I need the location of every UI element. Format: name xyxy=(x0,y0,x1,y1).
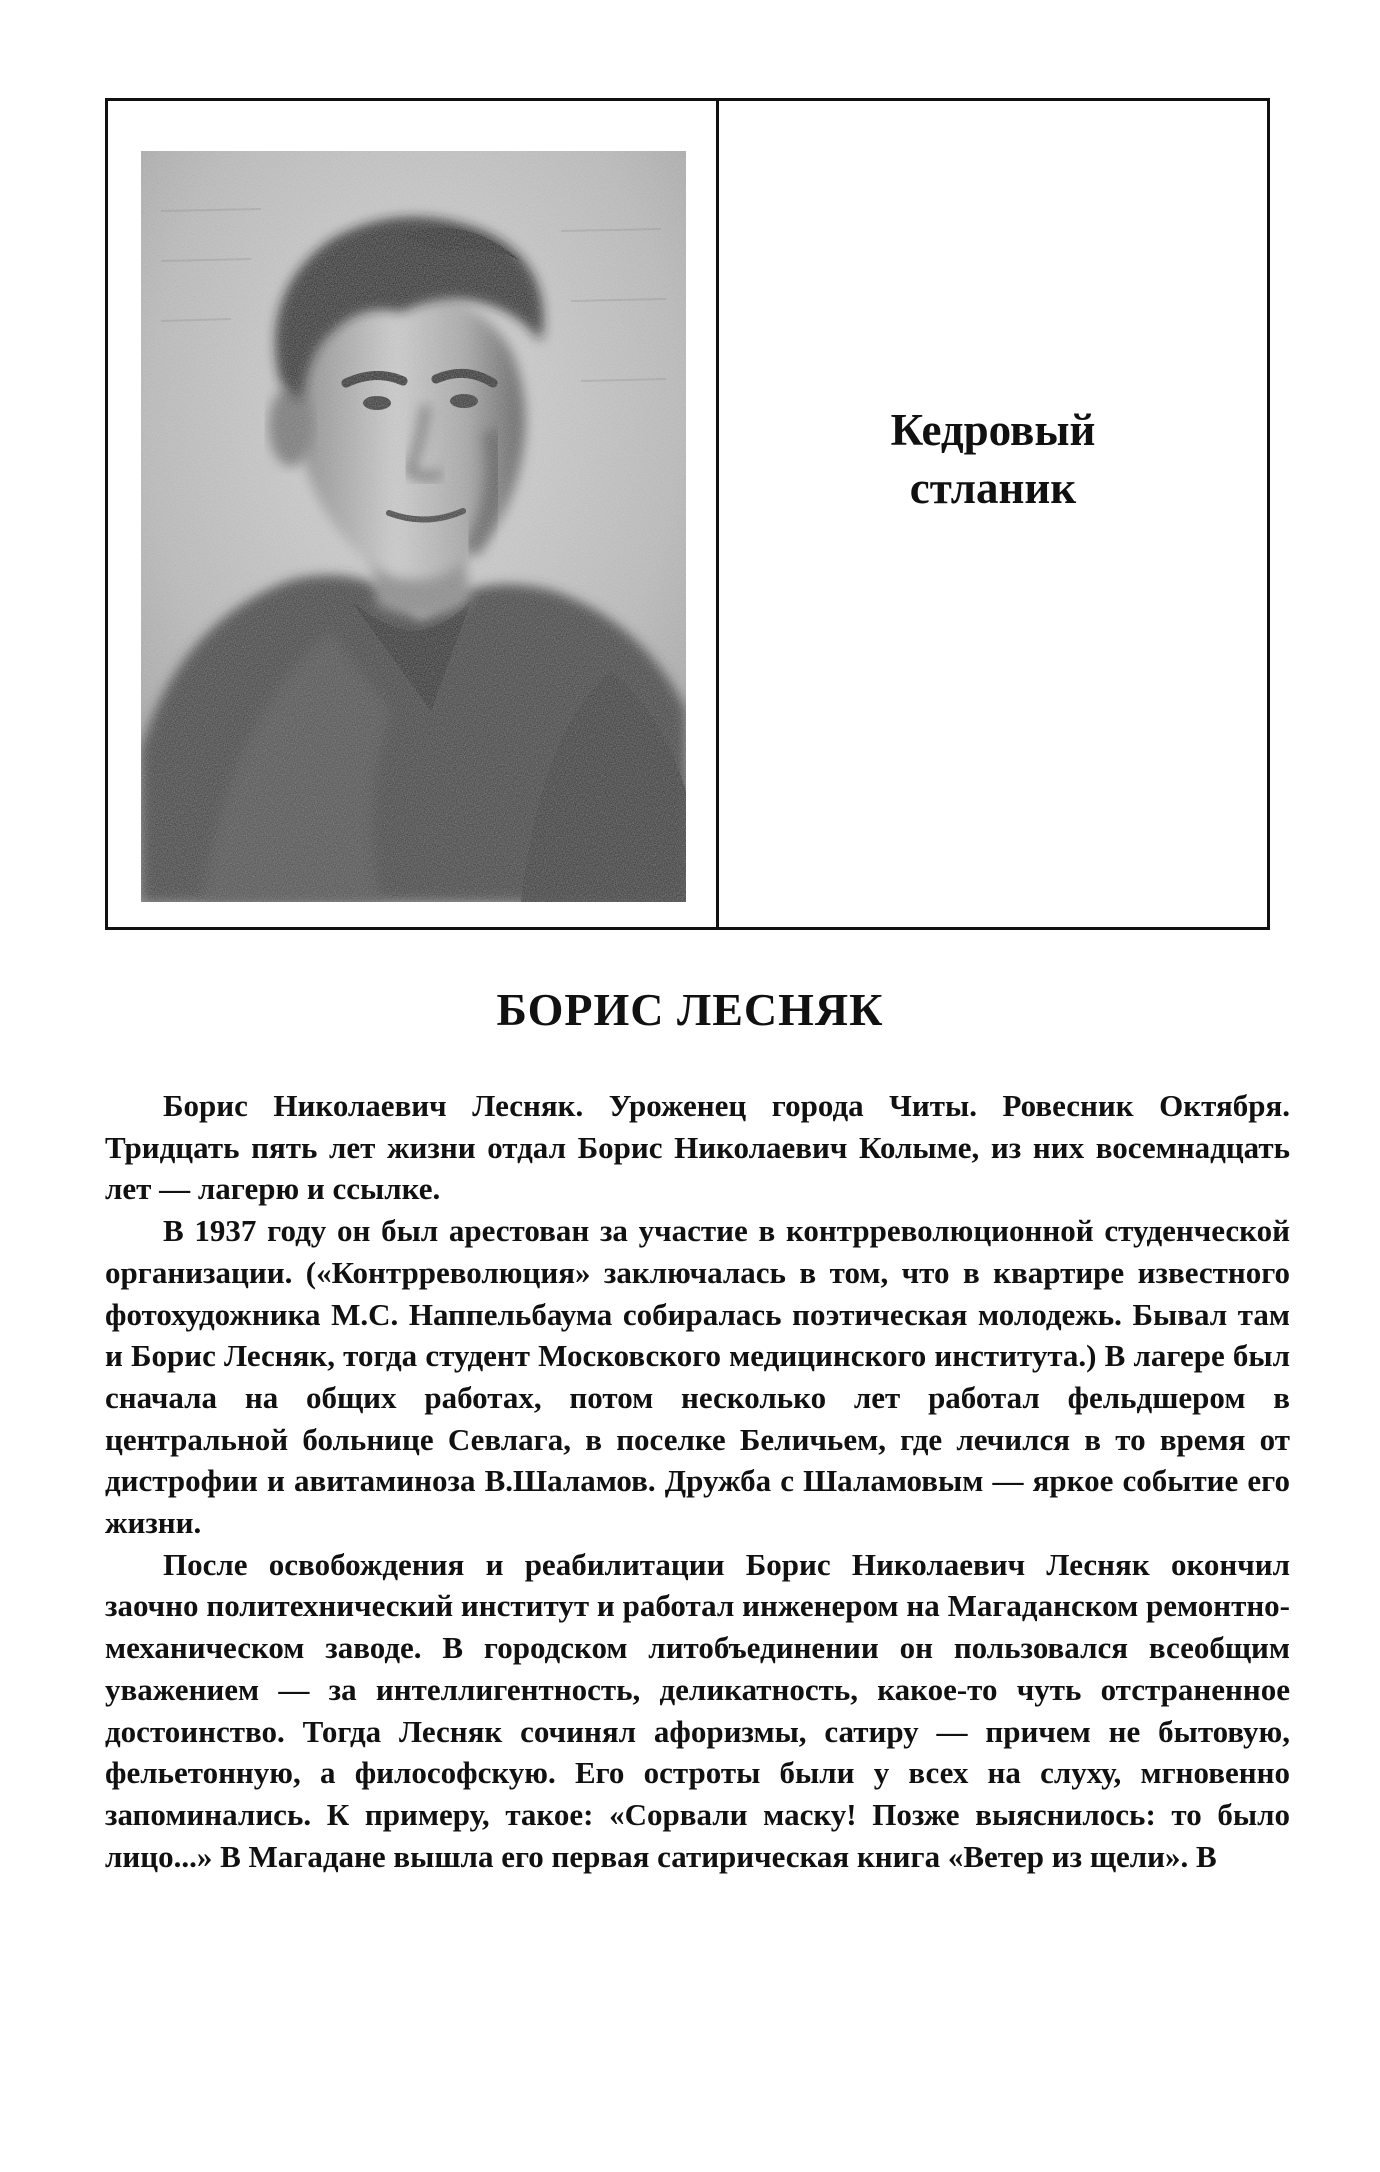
bio-paragraph: После освобождения и реабилитации Борис Николаевич Лесняк окончил заочно политехнический институт и работал инженером на Магаданском ремонтно-механическом заводе. В городском литобъединении он пользовался всеобщим уважением — за интеллигентность, деликатность, какое-то чуть отстраненное достоинство. Тогда Лесняк сочинял афоризмы, сатиру — причем не бытовую, фельетонную, а философскую. Его остроты были у всех на слуху, мгновенно запоминались. К примеру, такое: «Сорвали маску! Позже выяснилось: то было лицо...» В Магадане вышла его первая сатирическая книга «Ветер из щели». В xyxy=(105,1546,1290,1874)
bio-paragraph: В 1937 году он был арестован за участие в контрреволюционной студенческой организации. («Контрреволюция» заключалась в том, что в квартире известного фотохудожника М.С. Наппельбаума собиралась поэтическая молодежь. Бывал там и Борис Лесняк, тогда студент Московского медицинского института.) В лагере был сначала на общих работах, потом несколько лет работал фельдшером в центральной больнице Севлага, в поселке Беличьем, где лечился в то время от дистрофии и авитаминоза В.Шаламов. Дружба с Шаламовым — яркое событие его жизни. xyxy=(105,1213,1290,1541)
title-cell xyxy=(719,101,1267,927)
book-title-line-2: стланик xyxy=(909,463,1077,513)
author-heading: БОРИС ЛЕСНЯК xyxy=(496,984,884,1035)
author-portrait-photo xyxy=(141,151,686,902)
biography-text xyxy=(105,1085,1290,1877)
book-title-line-1: Кедровый xyxy=(890,405,1096,455)
book-title xyxy=(719,401,1267,517)
title-frame xyxy=(105,98,1270,930)
bio-paragraph: Борис Николаевич Лесняк. Уроженец города Читы. Ровесник Октября. Тридцать пять лет жизни отдал Борис Николаевич Колыме, из них восемнадцать лет — лагерю и ссылке. xyxy=(105,1088,1290,1207)
photo-cell xyxy=(108,101,719,927)
